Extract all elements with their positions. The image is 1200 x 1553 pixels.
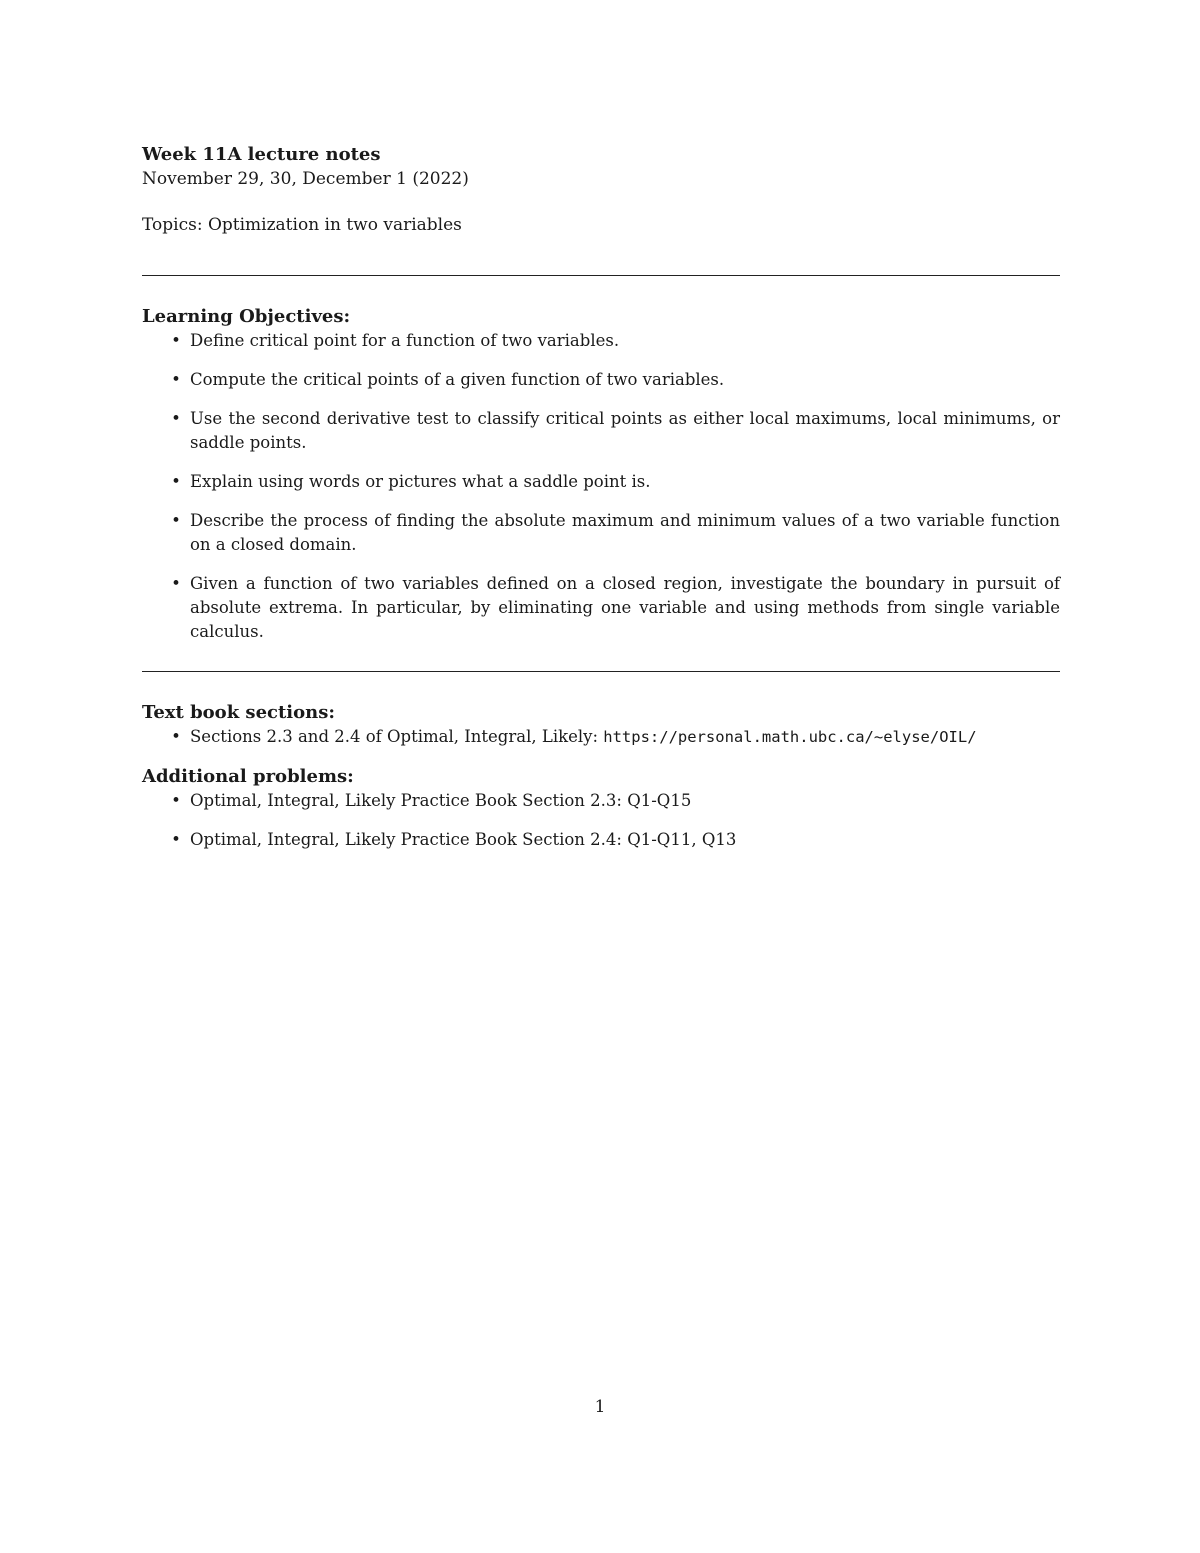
objective-text: Given a function of two variables defined on a closed region, investigate the boundary in pursuit of absolute extrema. In particular, by eliminating one variable and using methods from single variable calculus. bbox=[190, 574, 1060, 641]
bullet-icon: • bbox=[171, 791, 181, 810]
bullet-icon: • bbox=[171, 331, 181, 350]
objective-text: Use the second derivative test to classify critical points as either local maximums, local minimums, or saddle points. bbox=[190, 409, 1060, 452]
list-item bbox=[142, 407, 1060, 455]
list-item bbox=[142, 368, 1060, 392]
objective-text: Explain using words or pictures what a saddle point is. bbox=[190, 472, 651, 491]
page-content bbox=[142, 143, 1060, 852]
bullet-icon: • bbox=[171, 727, 181, 746]
bullet-icon: • bbox=[171, 830, 181, 849]
horizontal-divider bbox=[142, 671, 1060, 672]
horizontal-divider bbox=[142, 275, 1060, 276]
textbook-section-text: Sections 2.3 and 2.4 of Optimal, Integral, Likely: bbox=[190, 727, 604, 746]
bullet-icon: • bbox=[171, 574, 181, 593]
bullet-icon: • bbox=[171, 409, 181, 428]
textbook-url-link[interactable]: https://personal.math.ubc.ca/~elyse/OIL/ bbox=[603, 728, 977, 746]
bullet-icon: • bbox=[171, 472, 181, 491]
textbook-sections-heading: Text book sections: bbox=[142, 702, 335, 723]
topics-line: Topics: Optimization in two variables bbox=[142, 215, 462, 235]
textbook-sections-list bbox=[142, 725, 1060, 749]
learning-objectives-list bbox=[142, 329, 1060, 644]
list-item bbox=[142, 572, 1060, 644]
page-number: 1 bbox=[594, 1397, 606, 1417]
problem-text: Optimal, Integral, Likely Practice Book Section 2.3: Q1-Q15 bbox=[190, 791, 692, 810]
list-item bbox=[142, 789, 1060, 813]
additional-problems-list bbox=[142, 789, 1060, 852]
list-item bbox=[142, 509, 1060, 557]
objective-text: Compute the critical points of a given function of two variables. bbox=[190, 370, 725, 389]
learning-objectives-heading: Learning Objectives: bbox=[142, 306, 351, 327]
list-item bbox=[142, 828, 1060, 852]
list-item bbox=[142, 329, 1060, 353]
additional-problems-heading: Additional problems: bbox=[142, 766, 354, 787]
page-title: Week 11A lecture notes bbox=[142, 144, 381, 165]
lecture-dates: November 29, 30, December 1 (2022) bbox=[142, 169, 469, 189]
bullet-icon: • bbox=[171, 511, 181, 530]
objective-text: Define critical point for a function of two variables. bbox=[190, 331, 620, 350]
objective-text: Describe the process of finding the absolute maximum and minimum values of a two variable function on a closed domain. bbox=[190, 511, 1060, 554]
list-item bbox=[142, 725, 1060, 749]
problem-text: Optimal, Integral, Likely Practice Book Section 2.4: Q1-Q11, Q13 bbox=[190, 830, 737, 849]
list-item bbox=[142, 470, 1060, 494]
bullet-icon: • bbox=[171, 370, 181, 389]
